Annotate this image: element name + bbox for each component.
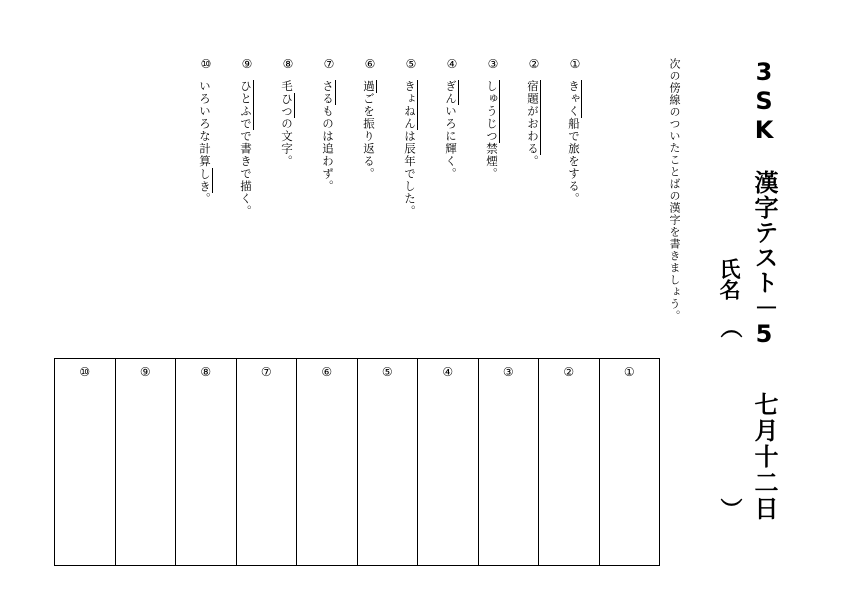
answer-cell-label: ⑤: [381, 365, 393, 379]
answer-cell-label: ⑩: [79, 365, 91, 379]
question-4-underlined: ぎん: [443, 80, 458, 105]
question-6-underlined: 過: [361, 80, 376, 93]
question-number-5: ⑤: [405, 57, 417, 71]
answer-cell-4[interactable]: [418, 359, 479, 565]
test-date: 七月十二日: [750, 392, 778, 522]
name-label: 氏名: [717, 258, 741, 300]
instruction-text: 次の傍線のついたことばの漢字を書きましょう。: [668, 58, 681, 322]
question-number-4: ④: [446, 57, 458, 71]
answer-cell-7[interactable]: [237, 359, 298, 565]
answer-cell-label: ③: [502, 365, 514, 379]
answer-cell-3[interactable]: [479, 359, 540, 565]
answer-cell-label: ⑨: [139, 365, 151, 379]
question-5-underlined: きょねん: [402, 80, 417, 130]
question-10: いろいろな計算しき。: [197, 80, 212, 205]
question-5: きょねんは辰年でした。: [402, 80, 417, 218]
question-6: 過ごを振り返る。: [361, 80, 376, 180]
question-3: しゅうじつ禁煙。: [484, 80, 499, 180]
question-8: 毛ひつの文字。: [279, 80, 294, 168]
question-2: 宿題がおわる。: [525, 80, 540, 168]
question-4: ぎんいろに輝く。: [443, 80, 458, 180]
question-7-underlined: さる: [320, 80, 335, 105]
question-number-6: ⑥: [364, 57, 376, 71]
answer-cell-2[interactable]: [539, 359, 600, 565]
question-number-10: ⑩: [200, 57, 212, 71]
name-paren-open: （: [717, 316, 742, 338]
question-9-underlined: ひとふで: [238, 80, 253, 130]
question-3-underlined: しゅうじつ: [484, 80, 499, 143]
answer-grid: [54, 358, 660, 566]
answer-cell-10[interactable]: [55, 359, 116, 565]
name-paren-close: ）: [717, 498, 742, 520]
question-number-2: ②: [528, 57, 540, 71]
answer-cell-label: ②: [563, 365, 575, 379]
name-field[interactable]: [718, 340, 742, 490]
answer-cell-label: ⑦: [260, 365, 272, 379]
question-number-9: ⑨: [241, 57, 253, 71]
answer-cell-label: ④: [442, 365, 454, 379]
question-10-underlined: しき: [197, 167, 212, 193]
question-1-underlined: きゃく: [566, 80, 581, 118]
question-number-8: ⑧: [282, 57, 294, 71]
question-1: きゃく船で旅をする。: [566, 80, 581, 205]
question-9: ひとふでで書きで描く。: [238, 80, 253, 218]
test-title: 3SK 漢字テスト－5: [750, 58, 778, 349]
answer-cell-9[interactable]: [116, 359, 177, 565]
answer-cell-label: ⑧: [200, 365, 212, 379]
question-number-1: ①: [569, 57, 581, 71]
answer-cell-1[interactable]: [600, 359, 660, 565]
answer-cell-label: ①: [623, 365, 635, 379]
answer-cell-6[interactable]: [297, 359, 358, 565]
question-7: さるものは追わず。: [320, 80, 335, 193]
answer-cell-5[interactable]: [358, 359, 419, 565]
answer-cell-label: ⑥: [321, 365, 333, 379]
question-8-underlined: ひつ: [279, 92, 294, 118]
answer-cell-8[interactable]: [176, 359, 237, 565]
question-number-3: ③: [487, 57, 499, 71]
question-number-7: ⑦: [323, 57, 335, 71]
